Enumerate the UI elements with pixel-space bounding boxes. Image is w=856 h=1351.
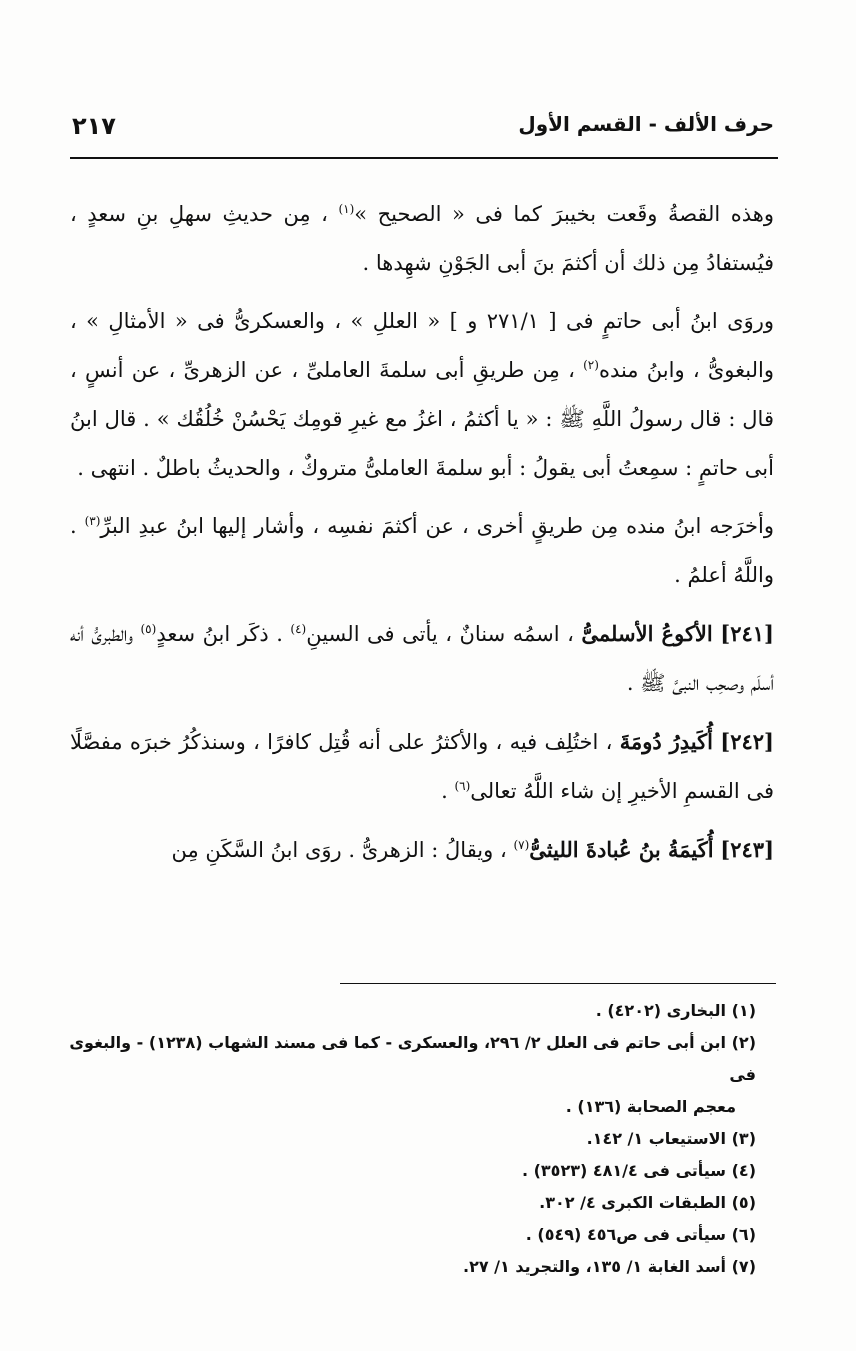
- footnote-5: (٥) الطبقات الكبرى ٤/ ٣٠٢.: [539, 1193, 756, 1212]
- footnote-ref: (٤): [290, 622, 307, 636]
- entry-text: . ذكَر ابنُ سعدٍ: [156, 622, 291, 646]
- footnote-3: (٣) الاستيعاب ١/ ١٤٢.: [586, 1129, 756, 1148]
- entry-text: .: [441, 779, 455, 803]
- entry-text: ، اسمُه سنانٌ ، يأتى فى السينِ: [306, 622, 582, 646]
- paragraph-text: وهذه القصةُ وقَعت بخيبرَ كما فى « الصحيح »: [354, 202, 774, 226]
- paragraph-text: وأخرَجه ابنُ منده مِن طريقٍ أخرى ، عن أكثمَ نفسِه ، وأشار إليها ابنُ عبدِ البرِّ: [100, 514, 774, 538]
- entry-242: [70, 717, 774, 816]
- header-rule: [70, 157, 778, 159]
- entry-number: [٢٤٢]: [720, 729, 774, 754]
- footnote-ref: (٦): [454, 779, 471, 793]
- entry-number: [٢٤١]: [720, 621, 774, 646]
- paragraph-2: [70, 297, 774, 493]
- entry-text: ، اختُلِف فيه ، والأكثرُ على أنه قُتِل كافرًا ، وسنذكُرُ خبرَه مفصَّلًا فى القسمِ الأخيرِ إن شاء اللَّهُ تعالى: [70, 730, 774, 803]
- footnote-2: (٢) ابن أبى حاتم فى العلل ٢/ ٢٩٦، والعسكرى - كما فى مسند الشهاب (١٢٣٨) - والبغوى فى: [69, 1033, 756, 1084]
- entry-number: [٢٤٣]: [720, 837, 774, 862]
- paragraph-3: [70, 502, 774, 600]
- footnote-ref: (١): [338, 202, 355, 216]
- footnote-1: (١) البخارى (٤٢٠٢) .: [595, 1001, 756, 1020]
- footnote-ref: (٧): [513, 838, 530, 852]
- footnote-ref: (٥): [140, 622, 157, 636]
- paragraph-text: ، مِن طريقِ أبى سلمةَ العاملىِّ ، عن الزهرىِّ ، عن أنسٍ ، قال : قال رسولُ اللَّهِ ﷺ : « يا أكثمُ ، اغزُ مع غيرِ قومِك يَحْسُنْ خُلُقُك » . قال ابنُ أبى حاتمٍ : سمِعتُ أبى يقولُ : أبو سلمةَ العاملىُّ متروكٌ ، والحديثُ باطلٌ . انتهى .: [70, 358, 774, 480]
- footnote-6: (٦) سيأتى فى ص٤٥٦ (٥٤٩) .: [525, 1225, 756, 1244]
- entry-243: [70, 825, 774, 875]
- footnote-7: (٧) أسد الغابة ١/ ١٣٥، والتجريد ١/ ٢٧.: [462, 1257, 756, 1276]
- footnotes: [60, 995, 756, 1283]
- page-number: ٢١٧: [72, 112, 116, 140]
- entry-241: [70, 609, 774, 708]
- footnote-4: (٤) سيأتى فى ٤٨١/٤ (٣٥٢٣) .: [521, 1161, 756, 1180]
- entry-name: أُكَيدِرُ دُومَةَ: [619, 729, 713, 754]
- page-header: [72, 112, 774, 142]
- running-title: حرف الألف - القسم الأول: [518, 112, 774, 136]
- footnote-rule: [340, 983, 776, 984]
- footnote-2-continued: معجم الصحابة (١٣٦) .: [565, 1097, 736, 1116]
- paragraph-text: . واللَّهُ أعلمُ .: [70, 514, 774, 587]
- entry-name: أُكَيمَةُ بنُ عُبادةَ الليثىُّ: [529, 837, 714, 862]
- entry-name: الأكوعُ الأسلمىُّ: [581, 621, 713, 646]
- entry-text: والطبرىُّ أنه أسلَم وصحِب النبىَّ ﷺ .: [70, 622, 774, 695]
- paragraph-1: [70, 190, 774, 288]
- footnote-ref: (٣): [84, 514, 101, 528]
- paragraph-text: وروَى ابنُ أبى حاتمٍ فى [ ٢٧١/١ و ] « العللِ » ، والعسكرىُّ فى « الأمثالِ » ، والبغوىُّ ، وابنُ منده: [70, 309, 774, 382]
- paragraph-text: ، مِن حديثِ سهلِ بنِ سعدٍ ، فيُستفادُ مِن ذلك أن أكثمَ بنَ أبى الجَوْنِ شهِدها .: [70, 202, 774, 275]
- main-text: [70, 190, 774, 884]
- footnote-ref: (٢): [583, 358, 599, 372]
- entry-text: ، ويقالُ : الزهرىُّ . روَى ابنُ السَّكَنِ مِن: [171, 838, 514, 862]
